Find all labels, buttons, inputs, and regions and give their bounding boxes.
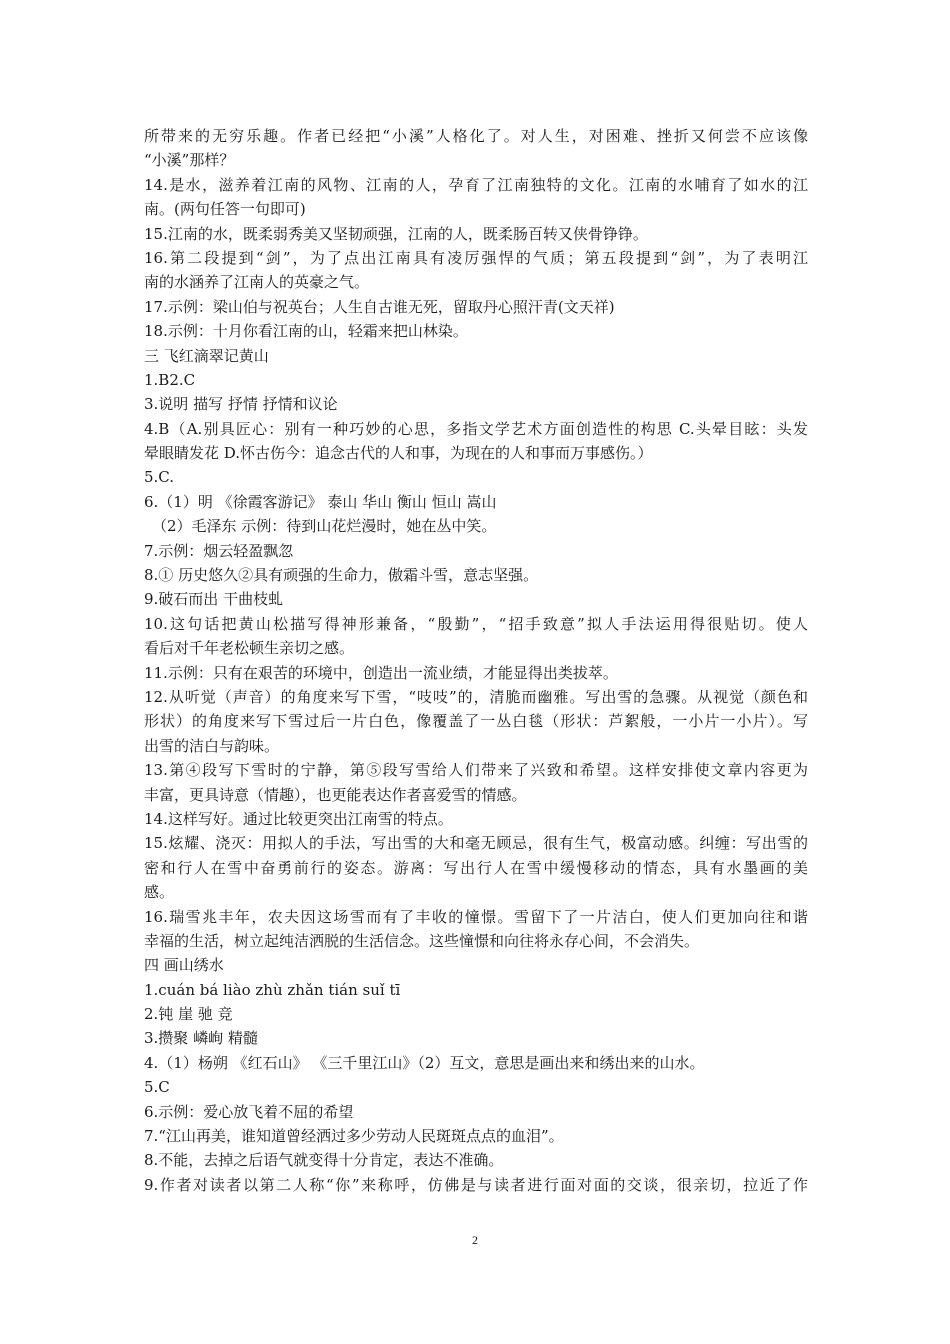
text-line: 9.破石而出 干曲枝虬 bbox=[144, 590, 284, 609]
document-body bbox=[144, 124, 808, 1197]
text-line: 南。(两句任答一句即可) bbox=[144, 200, 306, 219]
text-line: 9.作者对读者以第二人称“你”来称呼，仿佛是与读者进行面对面的交谈，很亲切，拉近了作 bbox=[144, 1175, 808, 1194]
text-line: 15.炫耀、浇灭：用拟人的手法，写出雪的大和毫无顾忌，很有生气，极富动感。纠缠：写出雪的 bbox=[144, 834, 808, 853]
text-line: 13.第④段写下雪时的宁静，第⑤段写雪给人们带来了兴致和希望。这样安排使文章内容更为 bbox=[144, 761, 808, 780]
text-line: 16.瑞雪兆丰年，农夫因这场雪而有了丰收的憧憬。雪留下了一片洁白，使人们更加向往和谐 bbox=[144, 907, 808, 926]
text-line: 5.C bbox=[144, 1078, 170, 1097]
text-line: 密和行人在雪中奋勇前行的姿态。游离：写出行人在雪中缓慢移动的情态，具有水墨画的美 bbox=[144, 858, 808, 877]
text-line: 四 画山绣水 bbox=[144, 956, 224, 975]
text-line: 17.示例：梁山伯与祝英台；人生自古谁无死，留取丹心照汗青(文天祥) bbox=[144, 297, 615, 316]
text-line: 14.这样写好。通过比较更突出江南雪的特点。 bbox=[144, 809, 453, 828]
text-line: 出雪的洁白与韵味。 bbox=[144, 736, 280, 755]
page-number: 2 bbox=[472, 1233, 478, 1247]
text-line: 8.不能，去掉之后语气就变得十分肯定，表达不准确。 bbox=[144, 1151, 504, 1170]
text-line: 形状）的角度来写下雪过后一片白色，像覆盖了一丛白毯（形状：芦絮般，一小片一小片）。写 bbox=[144, 712, 808, 731]
text-line: 2.钝 崖 驰 竞 bbox=[144, 1005, 233, 1024]
text-line: “小溪”那样？ bbox=[144, 151, 235, 170]
text-line: 8.① 历史悠久②具有顽强的生命力，傲霜斗雪，意志坚强。 bbox=[144, 566, 539, 585]
text-line: 16.第二段提到“剑”，为了点出江南具有凌厉强悍的气质；第五段提到“剑”，为了表明江 bbox=[144, 248, 808, 267]
text-line: 丰富，更具诗意（情趣），也更能表达作者喜爱雪的情感。 bbox=[144, 785, 527, 804]
text-line: 15.江南的水，既柔弱秀美又坚韧顽强，江南的人，既柔肠百转又侠骨铮铮。 bbox=[144, 224, 648, 243]
text-line: 5.C. bbox=[144, 468, 175, 487]
text-line: 感。 bbox=[144, 883, 175, 902]
text-line: （2）毛泽东 示例：待到山花烂漫时，她在丛中笑。 bbox=[152, 517, 497, 536]
text-line: 所带来的无穷乐趣。作者已经把“小溪”人格化了。对人生，对困难、挫折又何尝不应该像 bbox=[144, 127, 808, 145]
text-line: 1.B2.C bbox=[144, 370, 196, 389]
text-line: 18.示例：十月你看江南的山，轻霜来把山林染。 bbox=[144, 322, 468, 341]
text-line: 6.示例：爱心放飞着不屈的希望 bbox=[144, 1102, 354, 1121]
text-line: 晕眼睛发花 D.怀古伤今：追念古代的人和事，为现在的人和事而万事感伤。） bbox=[144, 444, 653, 463]
text-line: 7.示例：烟云轻盈飘忽 bbox=[144, 541, 294, 560]
text-line: 三 飞红滴翠记黄山 bbox=[144, 346, 269, 365]
text-line: 1.cuán bá liào zhù zhǎn tián suǐ tī bbox=[144, 980, 401, 999]
text-line: 7.“江山再美，谁知道曾经洒过多少劳动人民斑斑点点的血泪”。 bbox=[144, 1127, 564, 1146]
text-line: 南的水涵养了江南人的英豪之气。 bbox=[144, 273, 370, 292]
text-line: 6.（1）明 《徐霞客游记》 泰山 华山 衡山 恒山 嵩山 bbox=[144, 492, 497, 511]
text-line: 3.攒聚 嶙峋 精髓 bbox=[144, 1029, 258, 1048]
text-line: 4.（1）杨朔 《红石山》 《三千里江山》（2）互文，意思是画出来和绣出来的山水。 bbox=[144, 1053, 705, 1072]
text-line: 3.说明 描写 抒情 抒情和议论 bbox=[144, 395, 338, 414]
text-line: 10.这句话把黄山松描写得神形兼备，“殷勤”，“招手致意”拟人手法运用得很贴切。使人 bbox=[144, 614, 808, 633]
text-line: 14.是水，滋养着江南的风物、江南的人，孕育了江南独特的文化。江南的水哺育了如水的江 bbox=[144, 175, 808, 194]
text-line: 4.B（A.别具匠心：别有一种巧妙的心思，多指文学艺术方面创造性的构思 C.头晕目眩：头发 bbox=[144, 419, 808, 438]
text-line: 12.从听觉（声音）的角度来写下雪，“吱吱”的，清脆而幽雅。写出雪的急骤。从视觉（颜色和 bbox=[144, 687, 808, 706]
text-line: 看后对千年老松顿生亲切之感。 bbox=[144, 639, 355, 658]
text-line: 幸福的生活，树立起纯洁洒脱的生活信念。这些憧憬和向往将永存心间，不会消失。 bbox=[144, 931, 700, 950]
text-line: 11.示例：只有在艰苦的环境中，创造出一流业绩，才能显得出类拔萃。 bbox=[144, 663, 618, 682]
